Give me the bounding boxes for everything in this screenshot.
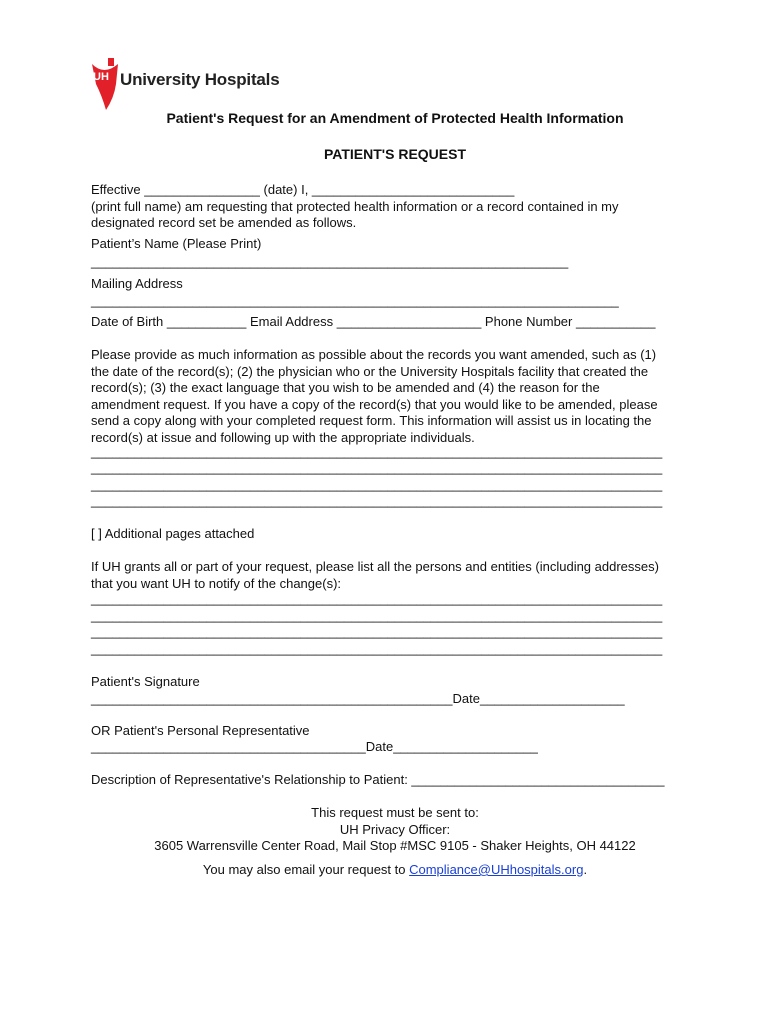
intro-text-1: (print full name) am requesting that protected health information or a record contained in my — [91, 199, 619, 214]
form-subtitle: PATIENT'S REQUEST — [323, 146, 467, 162]
email-suffix: . — [583, 862, 588, 877]
notify-blank-line[interactable]: _______________________________________________________________________________ — [91, 591, 663, 606]
logo-name: University Hospitals — [120, 70, 280, 89]
representative-field[interactable]: ______________________________________Date____________________ — [91, 739, 538, 754]
notify-blank-line[interactable]: _______________________________________________________________________________ — [91, 641, 663, 656]
compliance-email-link[interactable]: Compliance@UHhospitals.org — [409, 862, 584, 877]
instructions-line: Please provide as much information as possible about the records you want amended, such as (1) — [91, 347, 657, 362]
amendment-blank-line[interactable]: _______________________________________________________________________________ — [91, 460, 663, 475]
signature-field[interactable]: __________________________________________________Date____________________ — [91, 691, 625, 706]
relationship-field[interactable]: Description of Representative's Relationship to Patient: ___________________________________ — [91, 772, 665, 787]
privacy-officer-text: UH Privacy Officer: — [339, 822, 451, 837]
instructions-line: the date of the record(s); (2) the physician who or the University Hospitals facility that created the — [91, 364, 649, 379]
form-title: Patient's Request for an Amendment of Protected Health Information — [166, 110, 624, 126]
email-prefix: You may also email your request to — [202, 862, 410, 877]
signature-label: Patient's Signature — [91, 674, 200, 689]
instructions-line: record(s) at issue and following up with the appropriate individuals. — [91, 430, 475, 445]
dob-email-phone-line[interactable]: Date of Birth ___________ Email Address ____________________ Phone Number ___________ — [91, 314, 656, 329]
instructions-line: send a copy along with your completed request form. This information will assist us in locating the — [91, 413, 652, 428]
additional-pages-checkbox[interactable]: [ ] Additional pages attached — [91, 526, 255, 541]
notify-text-1: If UH grants all or part of your request, please list all the persons and entities (including addresses) — [91, 559, 659, 574]
send-to-text: This request must be sent to: — [311, 805, 479, 820]
instructions-line: amendment request. If you have a copy of the record(s) that you would like to be amended, please — [91, 397, 658, 412]
email-instruction — [0, 862, 770, 878]
patient-name-field[interactable]: __________________________________________________________________ — [91, 254, 569, 269]
mailing-address-text: 3605 Warrensville Center Road, Mail Stop #MSC 9105 - Shaker Heights, OH 44122 — [154, 838, 636, 853]
mailing-address-label: Mailing Address — [91, 276, 183, 291]
notify-blank-line[interactable]: _______________________________________________________________________________ — [91, 608, 663, 623]
svg-text:UH: UH — [93, 71, 109, 83]
effective-line[interactable]: Effective ________________ (date) I, ____________________________ — [91, 182, 515, 197]
patient-name-label: Patient’s Name (Please Print) — [91, 236, 262, 251]
instructions-line: record(s); (3) the exact language that you wish to be amended and (4) the reason for the — [91, 380, 600, 395]
mailing-address-field[interactable]: _________________________________________________________________________ — [91, 293, 619, 308]
amendment-blank-line[interactable]: _______________________________________________________________________________ — [91, 444, 663, 459]
notify-text-2: that you want UH to notify of the change(s): — [91, 576, 342, 591]
notify-blank-line[interactable]: _______________________________________________________________________________ — [91, 624, 663, 639]
representative-label: OR Patient's Personal Representative — [91, 723, 310, 738]
intro-text-2: designated record set be amended as follows. — [91, 215, 357, 230]
amendment-blank-line[interactable]: _______________________________________________________________________________ — [91, 493, 663, 508]
amendment-blank-line[interactable]: _______________________________________________________________________________ — [91, 477, 663, 492]
